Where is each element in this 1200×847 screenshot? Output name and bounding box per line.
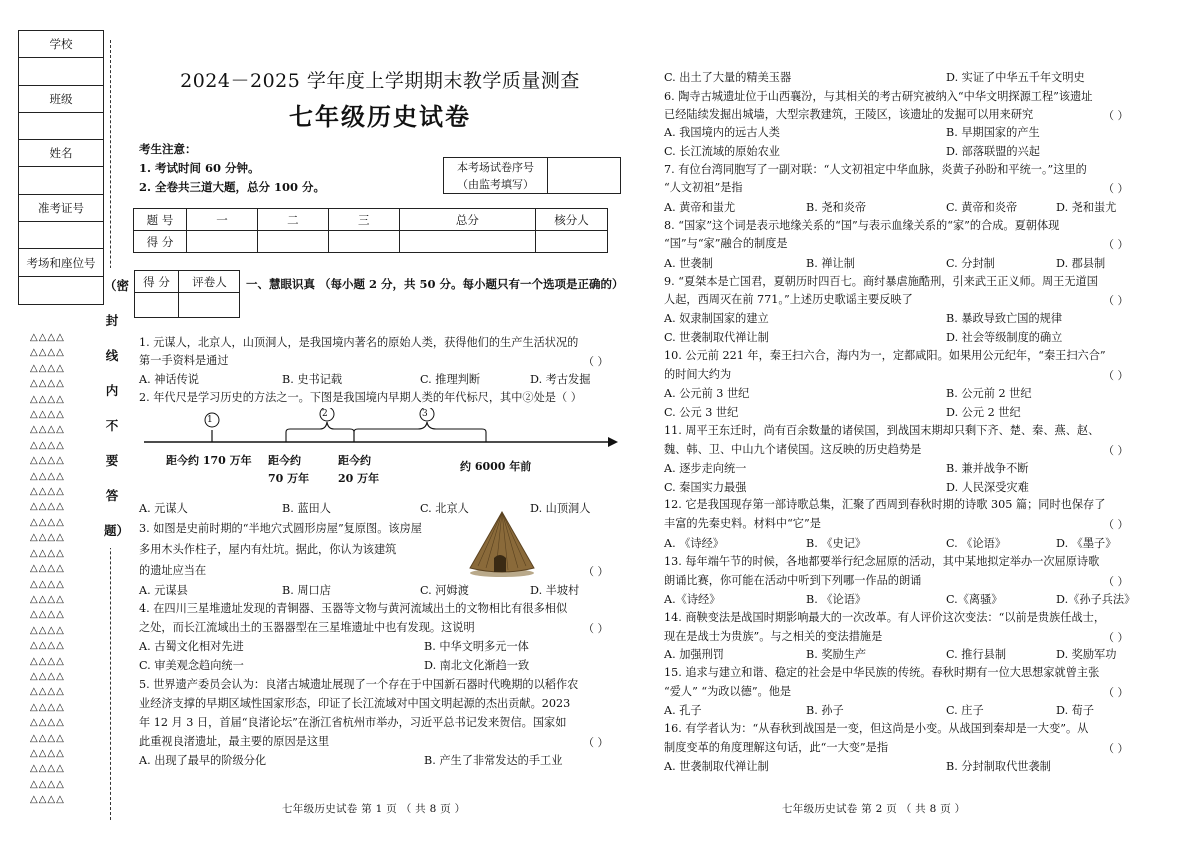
q15-option-d[interactable]: D. 荀子 bbox=[1056, 704, 1095, 717]
triangle-row: △△△△ bbox=[30, 501, 65, 513]
answer-paren[interactable]: （ ） bbox=[1103, 182, 1129, 195]
q5-option-d[interactable]: D. 实证了中华五千年文明史 bbox=[946, 71, 1085, 84]
triangle-row: △△△△ bbox=[30, 732, 65, 744]
timeline-label-2b: 70 万年 bbox=[268, 472, 310, 485]
q11-option-a[interactable]: A. 逐步走向统一 bbox=[664, 462, 747, 475]
triangle-row: △△△△ bbox=[30, 424, 65, 436]
q14-option-d[interactable]: D. 奖励军功 bbox=[1056, 648, 1117, 661]
q3-option-d[interactable]: D. 半坡村 bbox=[530, 584, 580, 597]
score-header: 题 号 bbox=[134, 209, 187, 231]
q3-option-c[interactable]: C. 河姆渡 bbox=[420, 584, 469, 597]
q12-option-c[interactable]: C. 《论语》 bbox=[946, 537, 1007, 550]
q14-line1: 14. 商鞅变法是战国时期影响最大的一次改革。有人评价这次变法：“以前是贵族任战士， bbox=[664, 611, 1106, 624]
answer-paren[interactable]: （ ） bbox=[1103, 369, 1129, 382]
q6-option-a[interactable]: A. 我国境内的远古人类 bbox=[664, 126, 780, 139]
q1-option-b[interactable]: B. 史书记载 bbox=[282, 373, 343, 386]
grader-name-cell[interactable] bbox=[179, 293, 240, 318]
mark-2: 2 bbox=[322, 409, 328, 419]
exam-subtitle: 七年级历史试卷 bbox=[289, 102, 471, 131]
q12-line2: 丰富的先秦史料。材料中“它”是 bbox=[664, 517, 821, 530]
triangle-row: △△△△ bbox=[30, 362, 65, 374]
notice-title: 考生注意： bbox=[139, 142, 197, 156]
triangle-row: △△△△ bbox=[30, 578, 65, 590]
answer-paren[interactable]: （ ） bbox=[1103, 631, 1129, 644]
q4-option-a[interactable]: A. 古蜀文化相对先进 bbox=[139, 640, 244, 653]
triangle-row: △△△△ bbox=[30, 747, 65, 759]
mark-3: 3 bbox=[422, 409, 428, 419]
brace-3 bbox=[354, 422, 486, 442]
hut-image bbox=[466, 510, 538, 578]
q5-option-a[interactable]: A. 出现了最早的阶级分化 bbox=[139, 754, 267, 767]
q9-option-b[interactable]: B. 暴政导致亡国的规律 bbox=[946, 312, 1063, 325]
q6-option-b[interactable]: B. 早期国家的产生 bbox=[946, 126, 1040, 139]
triangle-row: △△△△ bbox=[30, 686, 65, 698]
triangle-row: △△△△ bbox=[30, 624, 65, 636]
seal-char: 内 bbox=[105, 383, 119, 398]
answer-paren[interactable]: （ ） bbox=[1103, 686, 1129, 699]
answer-paren[interactable]: （ ） bbox=[583, 565, 609, 578]
q13-option-d[interactable]: D.《孙子兵法》 bbox=[1056, 593, 1136, 606]
answer-paren[interactable]: （ ） bbox=[1103, 238, 1129, 251]
q3-line2: 多用木头作柱子，屋内有灶坑。据此，你认为该建筑 bbox=[139, 543, 397, 556]
q15-option-a[interactable]: A. 孔子 bbox=[664, 704, 702, 717]
serial-label-line: （由监考填写） bbox=[457, 178, 534, 191]
q14-line2: 现在是战士为贵族”。与之相关的变法措施是 bbox=[664, 630, 883, 643]
q7-option-d[interactable]: D. 尧和蚩尤 bbox=[1056, 201, 1117, 214]
seal-char: 线 bbox=[105, 348, 119, 363]
exam-id-field[interactable] bbox=[19, 222, 103, 249]
class-field[interactable] bbox=[19, 113, 103, 140]
seal-char: 要 bbox=[105, 453, 119, 468]
score-cell[interactable] bbox=[257, 231, 328, 253]
page-footer-1: 七年级历史试卷 第 1 页 （ 共 8 页 ） bbox=[282, 803, 466, 815]
q16-line2: 制度变革的角度理解这句话，此“一大变”是指 bbox=[664, 741, 889, 754]
triangle-border-pattern bbox=[30, 330, 100, 808]
q9-line2: 人起，西周灭在前 771。”上述历史歌谣主要反映了 bbox=[664, 293, 913, 306]
seal-char: （密 bbox=[104, 278, 130, 293]
q5-line2: 业经济支撑的早期区域性国家形态，印证了长江流域对中国文明起源的杰出贡献。2023 bbox=[139, 697, 571, 710]
triangle-row: △△△△ bbox=[30, 486, 65, 498]
score-cell[interactable] bbox=[187, 231, 258, 253]
q8-line2: “国”与“家”融合的制度是 bbox=[664, 237, 788, 250]
exam-id-label: 准考证号 bbox=[19, 195, 103, 222]
q7-option-c[interactable]: C. 黄帝和炎帝 bbox=[946, 201, 1018, 214]
q2-option-b[interactable]: B. 蓝田人 bbox=[282, 502, 331, 515]
q8-line1: 8. “国家”这个词是表示地缘关系的“国”与表示血缘关系的“家”的合成。夏朝体现 bbox=[664, 219, 1060, 232]
q8-option-b[interactable]: B. 禅让制 bbox=[806, 257, 855, 270]
q10-line2: 的时间大约为 bbox=[664, 368, 732, 381]
class-label: 班级 bbox=[19, 86, 103, 113]
q10-option-a[interactable]: A. 公元前 3 世纪 bbox=[664, 387, 750, 400]
serial-label-line: 本考场试卷序号 bbox=[457, 161, 534, 174]
answer-paren[interactable]: （ ） bbox=[1103, 575, 1129, 588]
q11-option-d[interactable]: D. 人民深受灾难 bbox=[946, 481, 1029, 494]
q11-option-c[interactable]: C. 秦国实力最强 bbox=[664, 481, 747, 494]
grader-label: 评卷人 bbox=[179, 271, 240, 293]
q14-option-a[interactable]: A. 加强刑罚 bbox=[664, 648, 724, 661]
q3-option-b[interactable]: B. 周口店 bbox=[282, 584, 331, 597]
answer-paren[interactable]: （ ） bbox=[1103, 742, 1129, 755]
q9-option-c[interactable]: C. 世袭制取代禅让制 bbox=[664, 331, 769, 344]
q3-line3: 的遗址应当在 bbox=[139, 564, 207, 577]
q7-option-b[interactable]: B. 尧和炎帝 bbox=[806, 201, 867, 214]
q6-line2: 已经陆续发掘出城墙，大型宗教建筑，王陵区，该遗址的发掘可以用来研究 bbox=[664, 108, 1034, 121]
q12-option-b[interactable]: B. 《史记》 bbox=[806, 537, 867, 550]
q12-option-a[interactable]: A. 《诗经》 bbox=[664, 537, 724, 550]
q5-option-c[interactable]: C. 出土了大量的精美玉器 bbox=[664, 71, 792, 84]
answer-paren[interactable]: （ ） bbox=[583, 355, 609, 368]
triangle-row: △△△△ bbox=[30, 409, 65, 421]
page-footer-2: 七年级历史试卷 第 2 页 （ 共 8 页 ） bbox=[782, 803, 966, 815]
q1-option-d[interactable]: D. 考古发掘 bbox=[530, 373, 591, 386]
q10-option-d[interactable]: D. 公元 2 世纪 bbox=[946, 406, 1021, 419]
q4-option-c[interactable]: C. 审美观念趋向统一 bbox=[139, 659, 244, 672]
triangle-row: △△△△ bbox=[30, 439, 65, 451]
q3-line1: 3. 如图是史前时期的“半地穴式圆形房屋”复原图。该房屋 bbox=[139, 522, 422, 535]
q11-line1: 11. 周平王东迁时，尚有百余数量的诸侯国，到战国末期却只剩下齐、楚、秦、燕、赵、 bbox=[664, 424, 1100, 437]
q12-line1: 12. 它是我国现存第一部诗歌总集，汇聚了西周到春秋时期的诗歌 305 篇；同时也保存了 bbox=[664, 498, 1106, 511]
q2-option-d[interactable]: D. 山顶洞人 bbox=[530, 502, 591, 515]
q10-option-c[interactable]: C. 公元 3 世纪 bbox=[664, 406, 739, 419]
triangle-row: △△△△ bbox=[30, 593, 65, 605]
q1-option-a[interactable]: A. 神话传说 bbox=[139, 373, 199, 386]
name-label: 姓名 bbox=[19, 140, 103, 167]
q4-line1: 4. 在四川三星堆遗址发现的青铜器、玉器等文物与黄河流域出土的文物相比有很多相似 bbox=[139, 602, 568, 615]
notice-line-2: 2. 全卷共三道大题，总分 100 分。 bbox=[139, 180, 326, 194]
q3-option-a[interactable]: A. 元谋县 bbox=[139, 584, 188, 597]
q16-option-b[interactable]: B. 分封制取代世袭制 bbox=[946, 760, 1051, 773]
answer-paren[interactable]: （ ） bbox=[583, 622, 609, 635]
q14-option-c[interactable]: C. 推行县制 bbox=[946, 648, 1007, 661]
score-cell[interactable] bbox=[536, 231, 608, 253]
seat-field[interactable] bbox=[19, 277, 103, 304]
q11-line2: 魏、韩、卫、中山九个诸侯国。这反映的历史趋势是 bbox=[664, 443, 922, 456]
score-row-label: 得 分 bbox=[134, 231, 187, 253]
answer-paren[interactable]: （ ） bbox=[1103, 294, 1129, 307]
q16-line1: 16. 有学者认为：“从春秋到战国是一变，但这尚是小变。从战国到秦却是一大变”。从 bbox=[664, 722, 1089, 735]
serial-field[interactable] bbox=[548, 158, 620, 193]
q8-option-c[interactable]: C. 分封制 bbox=[946, 257, 995, 270]
q16-option-a[interactable]: A. 世袭制取代禅让制 bbox=[664, 760, 769, 773]
score-header: 总分 bbox=[399, 209, 535, 231]
triangle-row: △△△△ bbox=[30, 393, 65, 405]
triangle-row: △△△△ bbox=[30, 609, 65, 621]
answer-paren[interactable]: （ ） bbox=[583, 736, 609, 749]
school-field[interactable] bbox=[19, 58, 103, 85]
q8-option-d[interactable]: D. 郡县制 bbox=[1056, 257, 1106, 270]
q7-line2: “人文初祖”是指 bbox=[664, 181, 743, 194]
q9-line1: 9. “夏桀本是亡国君，夏朝历时四百七。商纣暴虐施酷刑，引来武王正义师。周王无道国 bbox=[664, 275, 1098, 288]
timeline-label-3b: 20 万年 bbox=[338, 472, 380, 485]
triangle-row: △△△△ bbox=[30, 763, 65, 775]
answer-paren[interactable]: （ ） bbox=[1103, 518, 1129, 531]
hut-door bbox=[494, 555, 506, 572]
q9-option-d[interactable]: D. 社会等级制度的确立 bbox=[946, 331, 1063, 344]
q15-line1: 15. 追求与建立和谐、稳定的社会是中华民族的传统。春秋时期有一位大思想家就曾主张 bbox=[664, 666, 1100, 679]
q6-option-d[interactable]: D. 部落联盟的兴起 bbox=[946, 145, 1040, 158]
q13-option-c[interactable]: C.《离骚》 bbox=[946, 593, 1003, 606]
triangle-row: △△△△ bbox=[30, 794, 65, 806]
triangle-row: △△△△ bbox=[30, 378, 65, 390]
answer-paren[interactable]: （ ） bbox=[1103, 109, 1129, 122]
score-header: 核分人 bbox=[536, 209, 608, 231]
q10-line1: 10. 公元前 221 年，秦王扫六合，海内为一，定都咸阳。如果用公元纪年，“秦王扫六合” bbox=[664, 349, 1106, 362]
triangle-row: △△△△ bbox=[30, 547, 65, 559]
school-label: 学校 bbox=[19, 31, 103, 58]
q15-option-c[interactable]: C. 庄子 bbox=[946, 704, 984, 717]
q1-option-c[interactable]: C. 推理判断 bbox=[420, 373, 481, 386]
timeline-label-1: 距今约 170 万年 bbox=[166, 454, 252, 467]
score-header: 三 bbox=[328, 209, 399, 231]
q13-line1: 13. 每年端午节的时候，各地都要举行纪念屈原的活动，其中某地拟定举办一次屈原诗歌 bbox=[664, 555, 1100, 568]
triangle-row: △△△△ bbox=[30, 516, 65, 528]
q6-line1: 6. 陶寺古城遗址位于山西襄汾，与其相关的考古研究被纳入“中华文明探源工程”该遗址 bbox=[664, 90, 1093, 103]
timeline-figure bbox=[140, 408, 620, 488]
triangle-row: △△△△ bbox=[30, 717, 65, 729]
q14-option-b[interactable]: B. 奖励生产 bbox=[806, 648, 867, 661]
timeline-label-2a: 距今约 bbox=[268, 454, 301, 467]
q13-option-a[interactable]: A.《诗经》 bbox=[664, 593, 721, 606]
seal-char: 题） bbox=[104, 523, 130, 538]
q5-line4: 此重视良渚遗址，最主要的原因是这里 bbox=[139, 735, 330, 748]
triangle-row: △△△△ bbox=[30, 455, 65, 467]
grader-box bbox=[134, 270, 240, 318]
score-cell[interactable] bbox=[399, 231, 535, 253]
seal-char: 答 bbox=[105, 488, 119, 503]
score-header: 一 bbox=[187, 209, 258, 231]
triangle-row: △△△△ bbox=[30, 532, 65, 544]
triangle-row: △△△△ bbox=[30, 347, 65, 359]
serial-label bbox=[444, 158, 548, 193]
triangle-row: △△△△ bbox=[30, 701, 65, 713]
q13-line2: 朗诵比赛，你可能在活动中听到下列哪一作品的朗诵 bbox=[664, 574, 922, 587]
timeline-arrow bbox=[608, 437, 618, 447]
q5-line3: 年 12 月 3 日，首届“良渚论坛”在浙江省杭州市举办，习近平总书记发来贺信。国家如 bbox=[139, 716, 567, 729]
notice-line-1: 1. 考试时间 60 分钟。 bbox=[139, 161, 260, 175]
mark-1: 1 bbox=[207, 415, 213, 425]
triangle-row: △△△△ bbox=[30, 655, 65, 667]
q2-line1: 2. 年代尺是学习历史的方法之一。下图是我国境内早期人类的年代标尺，其中②处是（ ） bbox=[139, 391, 582, 404]
triangle-row: △△△△ bbox=[30, 470, 65, 482]
q9-option-a[interactable]: A. 奴隶制国家的建立 bbox=[664, 312, 769, 325]
name-field[interactable] bbox=[19, 167, 103, 194]
seal-char: 不 bbox=[105, 418, 119, 433]
score-table bbox=[133, 208, 608, 253]
q13-option-b[interactable]: B. 《论语》 bbox=[806, 593, 867, 606]
serial-number-box bbox=[443, 157, 621, 194]
q4-option-d[interactable]: D. 南北文化渐趋一致 bbox=[424, 659, 530, 672]
section-heading: 一、慧眼识真 （每小题 2 分，共 50 分。每小题只有一个选项是正确的） bbox=[246, 277, 624, 291]
q12-option-d[interactable]: D. 《墨子》 bbox=[1056, 537, 1117, 550]
triangle-row: △△△△ bbox=[30, 332, 65, 343]
q2-option-a[interactable]: A. 元谋人 bbox=[139, 502, 188, 515]
q15-line2: “爱人” “为政以德”。他是 bbox=[664, 685, 792, 698]
triangle-row: △△△△ bbox=[30, 670, 65, 682]
timeline-label-3a: 距今约 bbox=[338, 454, 371, 467]
seat-label: 考场和座位号 bbox=[19, 249, 103, 276]
q11-option-b[interactable]: B. 兼并战争不断 bbox=[946, 462, 1029, 475]
q8-option-a[interactable]: A. 世袭制 bbox=[664, 257, 713, 270]
seal-char: 封 bbox=[105, 313, 119, 328]
q6-option-c[interactable]: C. 长江流域的原始农业 bbox=[664, 145, 780, 158]
grader-score-cell[interactable] bbox=[135, 293, 179, 318]
q4-line2: 之处，而长江流域出土的玉器器型在三星堆遗址中也有发现。这说明 bbox=[139, 621, 475, 634]
exam-title: 2024－2025 学年度上学期期末教学质量测查 bbox=[180, 70, 580, 92]
triangle-row: △△△△ bbox=[30, 563, 65, 575]
score-header: 二 bbox=[257, 209, 328, 231]
q5-line1: 5. 世界遗产委员会认为：良渚古城遗址展现了一个存在于中国新石器时代晚期的以稻作农 bbox=[139, 678, 579, 691]
score-cell[interactable] bbox=[328, 231, 399, 253]
brace-2 bbox=[286, 422, 354, 442]
q10-option-b[interactable]: B. 公元前 2 世纪 bbox=[946, 387, 1032, 400]
q7-line1: 7. 有位台湾同胞写了一副对联：“人文初祖定中华血脉，炎黄子孙盼和平统一。”这里的 bbox=[664, 163, 1087, 176]
q15-option-b[interactable]: B. 孙子 bbox=[806, 704, 844, 717]
q4-option-b[interactable]: B. 中华文明多元一体 bbox=[424, 640, 529, 653]
triangle-row: △△△△ bbox=[30, 778, 65, 790]
timeline-label-4: 约 6000 年前 bbox=[460, 460, 532, 473]
q1-line1: 1. 元谋人，北京人，山顶洞人，是我国境内著名的原始人类，获得他们的生产生活状况的 bbox=[139, 336, 579, 349]
q5-option-b[interactable]: B. 产生了非常发达的手工业 bbox=[424, 754, 563, 767]
q1-line2: 第一手资料是通过 bbox=[139, 354, 229, 367]
grader-score-label: 得 分 bbox=[135, 271, 179, 293]
seal-notice bbox=[104, 268, 130, 548]
student-info-box bbox=[18, 30, 104, 305]
q2-option-c[interactable]: C. 北京人 bbox=[420, 502, 469, 515]
triangle-row: △△△△ bbox=[30, 640, 65, 652]
answer-paren[interactable]: （ ） bbox=[1103, 444, 1129, 457]
q7-option-a[interactable]: A. 黄帝和蚩尤 bbox=[664, 201, 736, 214]
